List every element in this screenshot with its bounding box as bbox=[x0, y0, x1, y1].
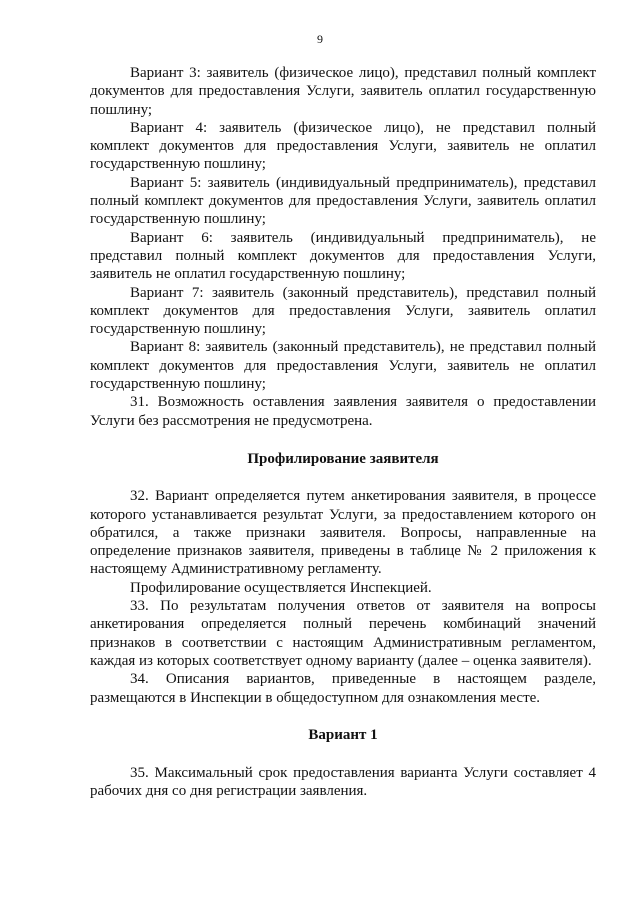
section-heading-variant-1: Вариант 1 bbox=[308, 726, 378, 743]
paragraph-variant-7: Вариант 7: заявитель (законный представитель), представил полный комплект документов для предоставления Услуги, заявитель оплатил государственную пошлину; bbox=[90, 284, 596, 338]
page-content bbox=[90, 64, 596, 801]
paragraph-variant-4: Вариант 4: заявитель (физическое лицо), не представил полный комплект документов для предоставления Услуги, заявитель не оплатил государственную пошлину; bbox=[90, 119, 596, 173]
paragraph-34: 34. Описания вариантов, приведенные в настоящем разделе, размещаются в Инспекции в общедоступном для ознакомления месте. bbox=[90, 671, 596, 706]
paragraph-variant-8: Вариант 8: заявитель (законный представитель), не представил полный комплект документов для предоставления Услуги, заявитель не оплатил государственную пошлину; bbox=[90, 339, 596, 393]
page-number: 9 bbox=[317, 32, 323, 46]
paragraph-variant-6: Вариант 6: заявитель (индивидуальный предприниматель), не представил полный комплект документов для предоставления Услуги, заявитель не оплатил государственную пошлину; bbox=[90, 229, 596, 283]
paragraph-32: 32. Вариант определяется путем анкетирования заявителя, в процессе которого устанавливается результат Услуги, за предоставлением которого он обратился, а также признаки заявителя. Вопросы, направленные на определение признаков заявителя, приведены в таблице № 2 приложения к настоящему Административному регламенту. bbox=[90, 488, 596, 578]
paragraph-variant-3: Вариант 3: заявитель (физическое лицо), представил полный комплект документов для предоставления Услуги, заявитель оплатил государственную пошлину; bbox=[90, 65, 596, 118]
paragraph-31: 31. Возможность оставления заявления заявителя о предоставлении Услуги без рассмотрения не предусмотрена. bbox=[90, 394, 596, 429]
paragraph-33: 33. По результатам получения ответов от заявителя на вопросы анкетирования определяется полный перечень комбинаций значений признаков в соответствии с настоящим Административным регламентом, каждая из которых соответствует одному варианту (далее – оценка заявителя). bbox=[90, 598, 596, 669]
section-heading-profiling: Профилирование заявителя bbox=[247, 450, 439, 467]
paragraph-35: 35. Максимальный срок предоставления варианта Услуги составляет 4 рабочих дня со дня регистрации заявления. bbox=[90, 765, 596, 800]
paragraph-profiling-note: Профилирование осуществляется Инспекцией. bbox=[130, 579, 432, 596]
paragraph-variant-5: Вариант 5: заявитель (индивидуальный предприниматель), представил полный комплект документов для предоставления Услуги, заявитель оплатил государственную пошлину; bbox=[90, 174, 596, 228]
